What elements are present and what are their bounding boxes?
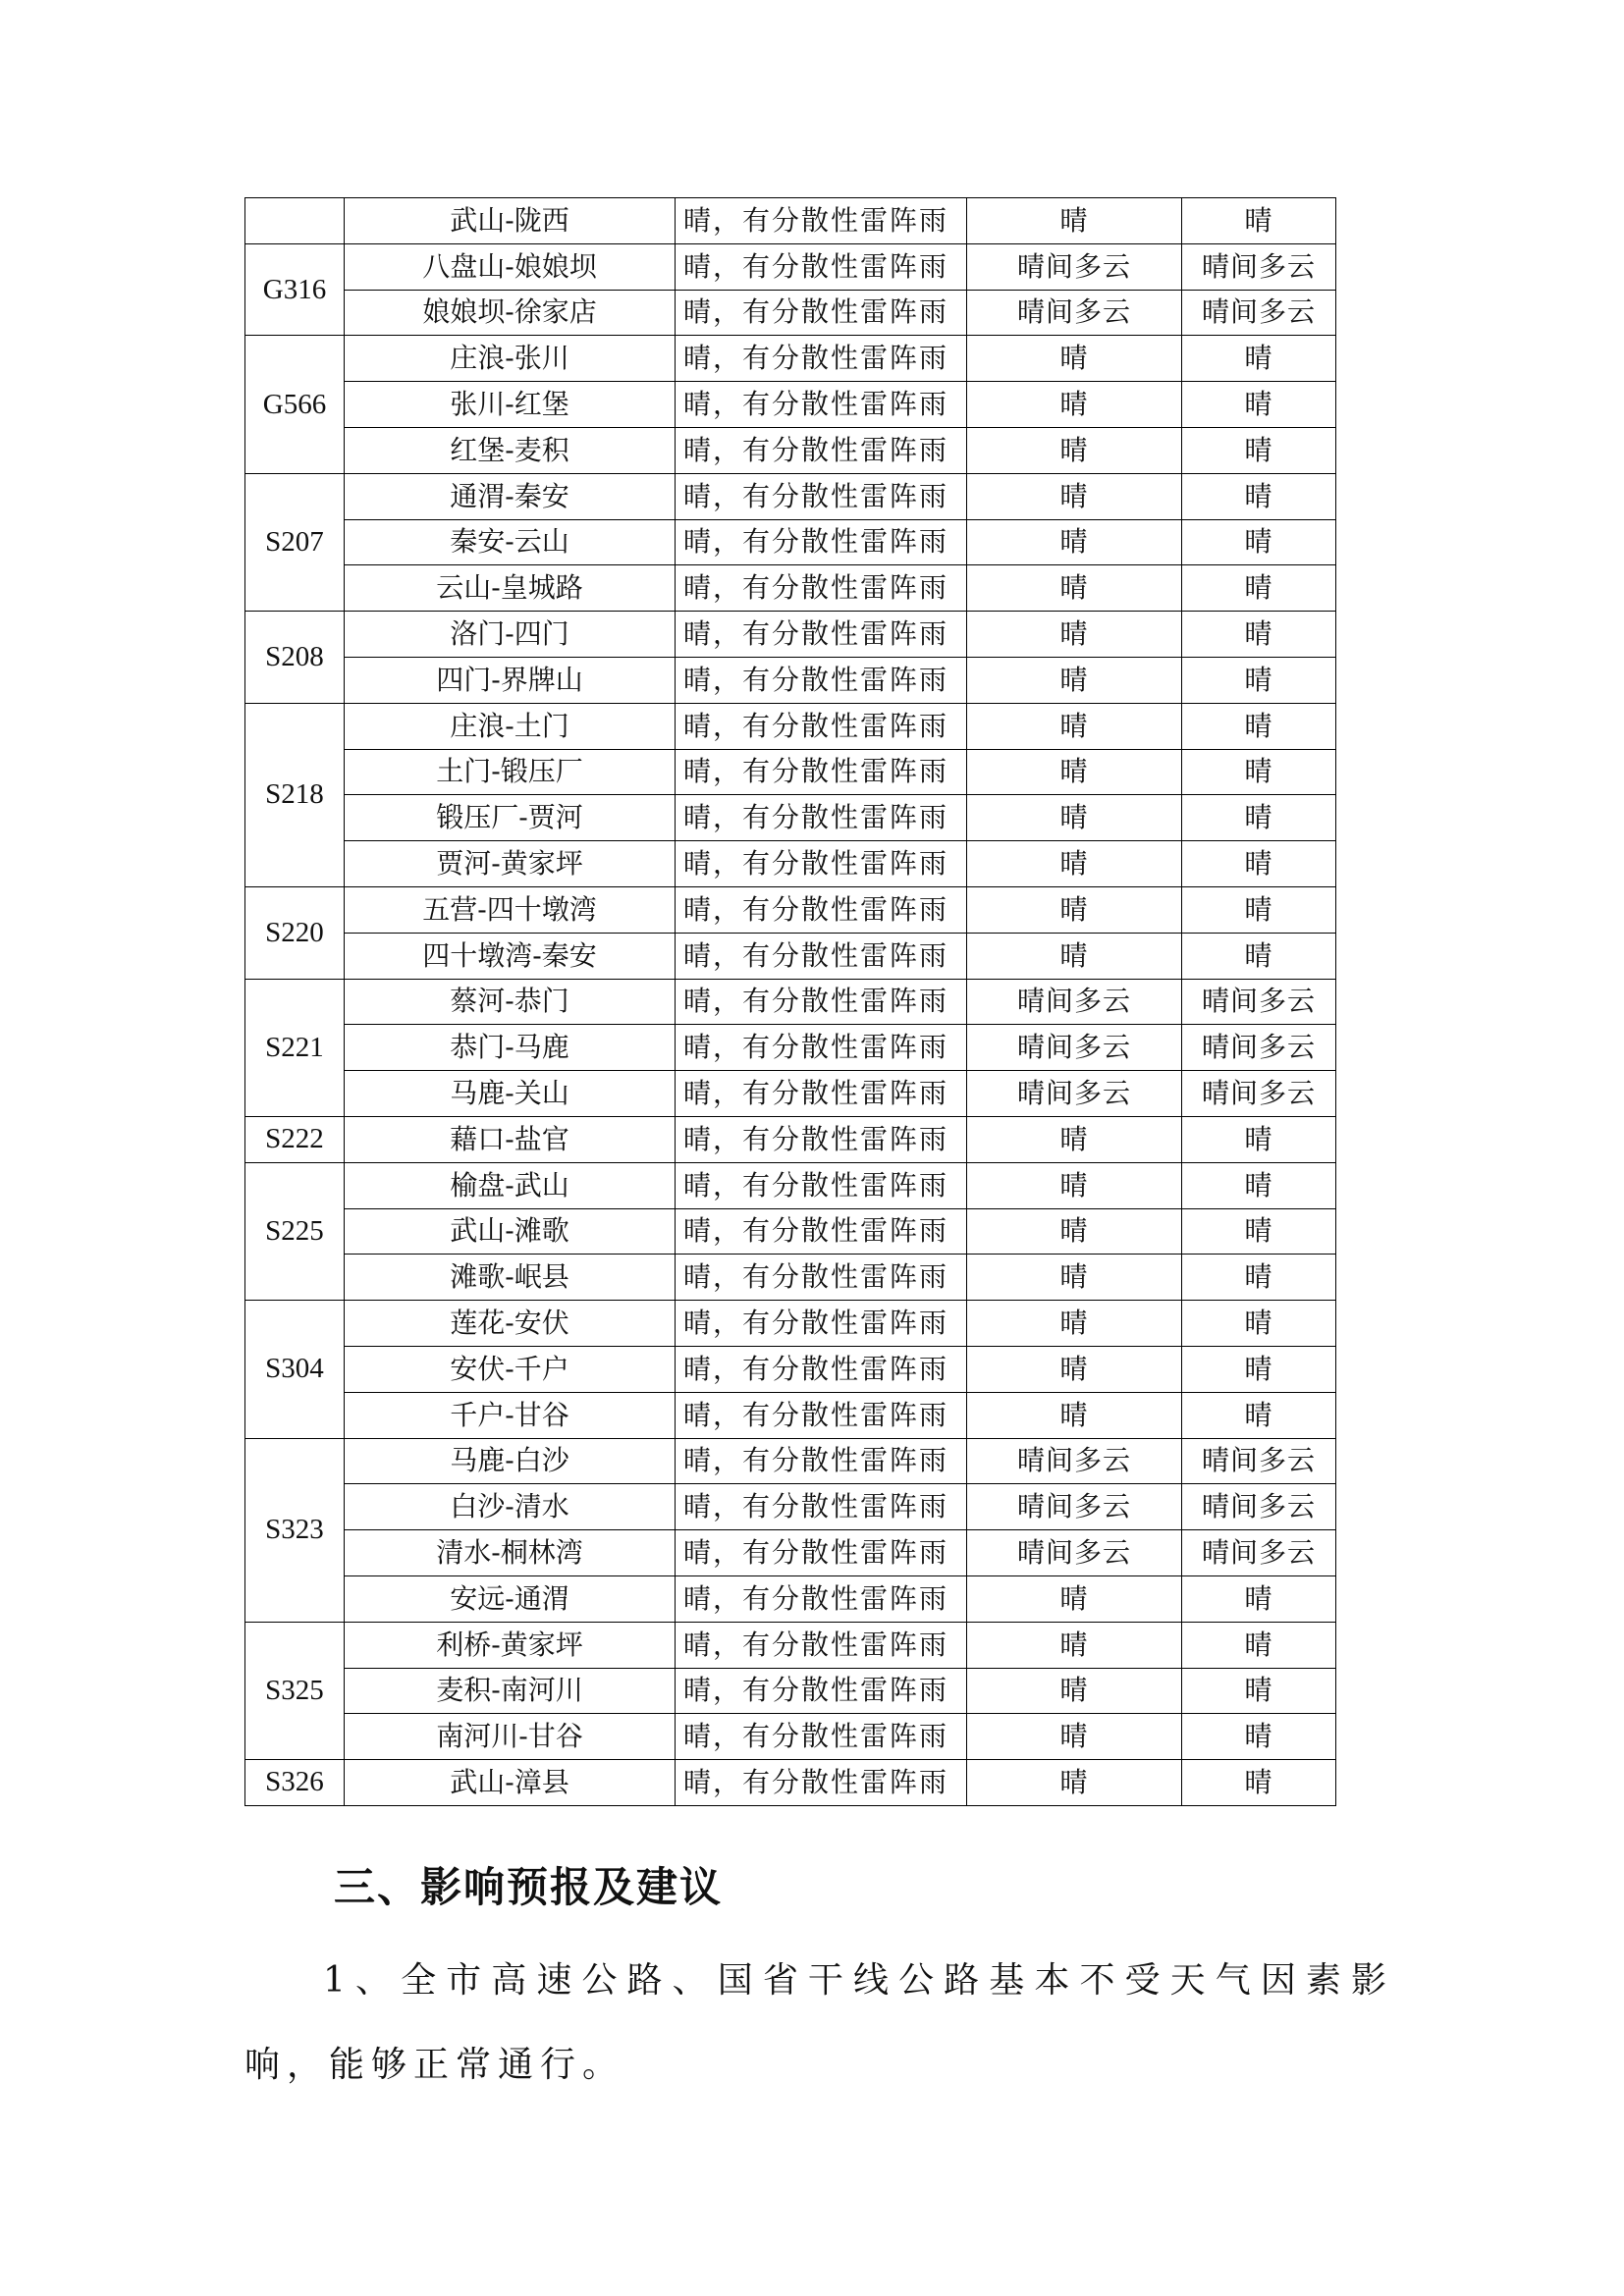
weather-day2-cell: 晴 (967, 1760, 1182, 1806)
weather-day1-cell: 晴，有分散性雷阵雨 (676, 243, 967, 290)
weather-day3-cell: 晴 (1182, 1255, 1336, 1301)
weather-day2-cell: 晴 (967, 473, 1182, 519)
weather-day1-cell: 晴，有分散性雷阵雨 (676, 1622, 967, 1668)
road-segment-cell: 利桥-黄家坪 (345, 1622, 676, 1668)
table-row (245, 1530, 1336, 1576)
road-segment-cell: 南河川-甘谷 (345, 1714, 676, 1760)
weather-day2-cell: 晴 (967, 749, 1182, 795)
road-segment-cell: 娘娘坝-徐家店 (345, 290, 676, 336)
table-row (245, 198, 1336, 244)
weather-day2-cell: 晴 (967, 1668, 1182, 1714)
weather-day2-cell: 晴间多云 (967, 1438, 1182, 1484)
road-code-cell: S225 (245, 1162, 345, 1300)
weather-day3-cell: 晴 (1182, 565, 1336, 612)
weather-day3-cell: 晴 (1182, 841, 1336, 887)
advice-paragraph: 1、全市高速公路、国省干线公路基本不受天气因素影响，能够正常通行。 (244, 1960, 1393, 2085)
weather-day2-cell: 晴 (967, 703, 1182, 749)
weather-day1-cell: 晴，有分散性雷阵雨 (676, 198, 967, 244)
weather-day1-cell: 晴，有分散性雷阵雨 (676, 1071, 967, 1117)
table-row (245, 1025, 1336, 1071)
road-segment-cell: 贾河-黄家坪 (345, 841, 676, 887)
table-row (245, 1392, 1336, 1438)
table-row (245, 1668, 1336, 1714)
road-segment-cell: 武山-滩歌 (345, 1208, 676, 1255)
weather-day1-cell: 晴，有分散性雷阵雨 (676, 427, 967, 473)
weather-day2-cell: 晴 (967, 886, 1182, 933)
weather-day1-cell: 晴，有分散性雷阵雨 (676, 519, 967, 565)
weather-day3-cell: 晴 (1182, 1668, 1336, 1714)
road-segment-cell: 洛门-四门 (345, 612, 676, 658)
road-weather-table (244, 197, 1336, 1806)
table-row (245, 1301, 1336, 1347)
weather-day2-cell: 晴间多云 (967, 979, 1182, 1025)
table-row (245, 336, 1336, 382)
weather-day1-cell: 晴，有分散性雷阵雨 (676, 1301, 967, 1347)
table-row (245, 933, 1336, 979)
weather-day1-cell: 晴，有分散性雷阵雨 (676, 795, 967, 841)
weather-day2-cell: 晴 (967, 933, 1182, 979)
weather-day2-cell: 晴 (967, 1116, 1182, 1162)
table-row (245, 1714, 1336, 1760)
weather-day1-cell: 晴，有分散性雷阵雨 (676, 612, 967, 658)
weather-day3-cell: 晴间多云 (1182, 1438, 1336, 1484)
table-row (245, 612, 1336, 658)
weather-day2-cell: 晴 (967, 1301, 1182, 1347)
table-row (245, 886, 1336, 933)
weather-day3-cell: 晴 (1182, 886, 1336, 933)
road-code-cell: G566 (245, 336, 345, 473)
weather-day2-cell: 晴 (967, 1575, 1182, 1622)
table-row (245, 519, 1336, 565)
road-code-cell: S326 (245, 1760, 345, 1806)
weather-day3-cell: 晴 (1182, 1760, 1336, 1806)
weather-day3-cell: 晴 (1182, 657, 1336, 703)
road-segment-cell: 张川-红堡 (345, 382, 676, 428)
weather-day1-cell: 晴，有分散性雷阵雨 (676, 1438, 967, 1484)
table-row (245, 382, 1336, 428)
weather-day1-cell: 晴，有分散性雷阵雨 (676, 703, 967, 749)
table-row (245, 1438, 1336, 1484)
road-code-cell: S221 (245, 979, 345, 1116)
table-row (245, 243, 1336, 290)
table-row (245, 565, 1336, 612)
table-row (245, 1162, 1336, 1208)
weather-day3-cell: 晴间多云 (1182, 290, 1336, 336)
weather-day1-cell: 晴，有分散性雷阵雨 (676, 290, 967, 336)
road-segment-cell: 锻压厂-贾河 (345, 795, 676, 841)
weather-day3-cell: 晴 (1182, 1575, 1336, 1622)
table-row (245, 1484, 1336, 1530)
road-segment-cell: 榆盘-武山 (345, 1162, 676, 1208)
road-segment-cell: 白沙-清水 (345, 1484, 676, 1530)
weather-day2-cell: 晴 (967, 336, 1182, 382)
road-segment-cell: 恭门-马鹿 (345, 1025, 676, 1071)
weather-day3-cell: 晴 (1182, 336, 1336, 382)
road-segment-cell: 莲花-安伏 (345, 1301, 676, 1347)
road-segment-cell: 清水-桐林湾 (345, 1530, 676, 1576)
road-code-cell: S222 (245, 1116, 345, 1162)
weather-day2-cell: 晴 (967, 519, 1182, 565)
table-row (245, 657, 1336, 703)
weather-day1-cell: 晴，有分散性雷阵雨 (676, 382, 967, 428)
weather-day2-cell: 晴 (967, 1255, 1182, 1301)
weather-day3-cell: 晴 (1182, 1301, 1336, 1347)
weather-day1-cell: 晴，有分散性雷阵雨 (676, 657, 967, 703)
road-segment-cell: 庄浪-土门 (345, 703, 676, 749)
weather-day2-cell: 晴 (967, 1208, 1182, 1255)
road-segment-cell: 藉口-盐官 (345, 1116, 676, 1162)
weather-day1-cell: 晴，有分散性雷阵雨 (676, 979, 967, 1025)
weather-day2-cell: 晴 (967, 612, 1182, 658)
weather-day1-cell: 晴，有分散性雷阵雨 (676, 1714, 967, 1760)
weather-day3-cell: 晴间多云 (1182, 243, 1336, 290)
weather-day3-cell: 晴间多云 (1182, 1530, 1336, 1576)
weather-day2-cell: 晴 (967, 198, 1182, 244)
weather-day2-cell: 晴间多云 (967, 290, 1182, 336)
road-code-cell: G316 (245, 243, 345, 336)
weather-day3-cell: 晴 (1182, 703, 1336, 749)
weather-day1-cell: 晴，有分散性雷阵雨 (676, 336, 967, 382)
road-code-cell: S208 (245, 612, 345, 704)
weather-day3-cell: 晴 (1182, 519, 1336, 565)
table-row (245, 473, 1336, 519)
table-row (245, 1622, 1336, 1668)
weather-day1-cell: 晴，有分散性雷阵雨 (676, 1025, 967, 1071)
road-code-cell (245, 198, 345, 244)
road-segment-cell: 土门-锻压厂 (345, 749, 676, 795)
road-segment-cell: 滩歌-岷县 (345, 1255, 676, 1301)
table-row (245, 703, 1336, 749)
weather-day2-cell: 晴间多云 (967, 1025, 1182, 1071)
road-segment-cell: 武山-陇西 (345, 198, 676, 244)
weather-day2-cell: 晴 (967, 565, 1182, 612)
road-segment-cell: 庄浪-张川 (345, 336, 676, 382)
road-segment-cell: 四门-界牌山 (345, 657, 676, 703)
weather-day2-cell: 晴 (967, 1714, 1182, 1760)
table-body (245, 198, 1336, 1806)
weather-day1-cell: 晴，有分散性雷阵雨 (676, 886, 967, 933)
weather-day3-cell: 晴 (1182, 1622, 1336, 1668)
road-segment-cell: 八盘山-娘娘坝 (345, 243, 676, 290)
weather-day3-cell: 晴 (1182, 795, 1336, 841)
table-row (245, 1255, 1336, 1301)
weather-day3-cell: 晴间多云 (1182, 979, 1336, 1025)
table-row (245, 1116, 1336, 1162)
weather-day1-cell: 晴，有分散性雷阵雨 (676, 749, 967, 795)
weather-day1-cell: 晴，有分散性雷阵雨 (676, 1575, 967, 1622)
road-segment-cell: 安远-通渭 (345, 1575, 676, 1622)
weather-day3-cell: 晴间多云 (1182, 1071, 1336, 1117)
road-segment-cell: 秦安-云山 (345, 519, 676, 565)
weather-day1-cell: 晴，有分散性雷阵雨 (676, 1668, 967, 1714)
weather-day1-cell: 晴，有分散性雷阵雨 (676, 1346, 967, 1392)
table-row (245, 841, 1336, 887)
weather-day1-cell: 晴，有分散性雷阵雨 (676, 1530, 967, 1576)
table-row (245, 1208, 1336, 1255)
weather-day1-cell: 晴，有分散性雷阵雨 (676, 565, 967, 612)
weather-day3-cell: 晴 (1182, 1116, 1336, 1162)
table-row (245, 1760, 1336, 1806)
weather-day2-cell: 晴间多云 (967, 243, 1182, 290)
road-code-cell: S218 (245, 703, 345, 886)
weather-day3-cell: 晴 (1182, 1714, 1336, 1760)
road-segment-cell: 云山-皇城路 (345, 565, 676, 612)
road-code-cell: S220 (245, 886, 345, 979)
table-row (245, 1071, 1336, 1117)
road-segment-cell: 武山-漳县 (345, 1760, 676, 1806)
table-row (245, 290, 1336, 336)
weather-day3-cell: 晴 (1182, 1208, 1336, 1255)
weather-day2-cell: 晴 (967, 1162, 1182, 1208)
weather-day1-cell: 晴，有分散性雷阵雨 (676, 1484, 967, 1530)
weather-day2-cell: 晴 (967, 1392, 1182, 1438)
weather-day2-cell: 晴 (967, 1346, 1182, 1392)
weather-day1-cell: 晴，有分散性雷阵雨 (676, 1255, 967, 1301)
weather-day3-cell: 晴 (1182, 427, 1336, 473)
weather-day2-cell: 晴 (967, 657, 1182, 703)
weather-day2-cell: 晴 (967, 841, 1182, 887)
road-segment-cell: 通渭-秦安 (345, 473, 676, 519)
table-row (245, 427, 1336, 473)
weather-day2-cell: 晴间多云 (967, 1530, 1182, 1576)
road-code-cell: S304 (245, 1301, 345, 1438)
section-heading: 三、影响预报及建议 (334, 1863, 724, 1911)
table-row (245, 1575, 1336, 1622)
road-segment-cell: 马鹿-关山 (345, 1071, 676, 1117)
road-segment-cell: 麦积-南河川 (345, 1668, 676, 1714)
weather-day3-cell: 晴 (1182, 933, 1336, 979)
weather-day3-cell: 晴 (1182, 1162, 1336, 1208)
road-segment-cell: 四十墩湾-秦安 (345, 933, 676, 979)
weather-day3-cell: 晴 (1182, 1392, 1336, 1438)
weather-day3-cell: 晴间多云 (1182, 1484, 1336, 1530)
weather-day2-cell: 晴 (967, 795, 1182, 841)
road-segment-cell: 五营-四十墩湾 (345, 886, 676, 933)
weather-day2-cell: 晴间多云 (967, 1484, 1182, 1530)
table-row (245, 795, 1336, 841)
table-row (245, 1346, 1336, 1392)
road-code-cell: S323 (245, 1438, 345, 1622)
weather-day1-cell: 晴，有分散性雷阵雨 (676, 473, 967, 519)
weather-day1-cell: 晴，有分散性雷阵雨 (676, 1760, 967, 1806)
weather-day2-cell: 晴间多云 (967, 1071, 1182, 1117)
road-segment-cell: 千户-甘谷 (345, 1392, 676, 1438)
weather-day2-cell: 晴 (967, 427, 1182, 473)
weather-day3-cell: 晴 (1182, 749, 1336, 795)
weather-day3-cell: 晴 (1182, 473, 1336, 519)
weather-day3-cell: 晴 (1182, 1346, 1336, 1392)
road-segment-cell: 马鹿-白沙 (345, 1438, 676, 1484)
road-code-cell: S325 (245, 1622, 345, 1759)
road-segment-cell: 蔡河-恭门 (345, 979, 676, 1025)
weather-day1-cell: 晴，有分散性雷阵雨 (676, 841, 967, 887)
weather-day3-cell: 晴 (1182, 612, 1336, 658)
weather-day2-cell: 晴 (967, 1622, 1182, 1668)
weather-day3-cell: 晴 (1182, 198, 1336, 244)
weather-day1-cell: 晴，有分散性雷阵雨 (676, 1116, 967, 1162)
table-row (245, 979, 1336, 1025)
weather-day3-cell: 晴间多云 (1182, 1025, 1336, 1071)
road-segment-cell: 红堡-麦积 (345, 427, 676, 473)
weather-day3-cell: 晴 (1182, 382, 1336, 428)
table-row (245, 749, 1336, 795)
weather-day2-cell: 晴 (967, 382, 1182, 428)
weather-day1-cell: 晴，有分散性雷阵雨 (676, 1392, 967, 1438)
weather-day1-cell: 晴，有分散性雷阵雨 (676, 933, 967, 979)
weather-day1-cell: 晴，有分散性雷阵雨 (676, 1208, 967, 1255)
road-segment-cell: 安伏-千户 (345, 1346, 676, 1392)
road-code-cell: S207 (245, 473, 345, 611)
weather-day1-cell: 晴，有分散性雷阵雨 (676, 1162, 967, 1208)
